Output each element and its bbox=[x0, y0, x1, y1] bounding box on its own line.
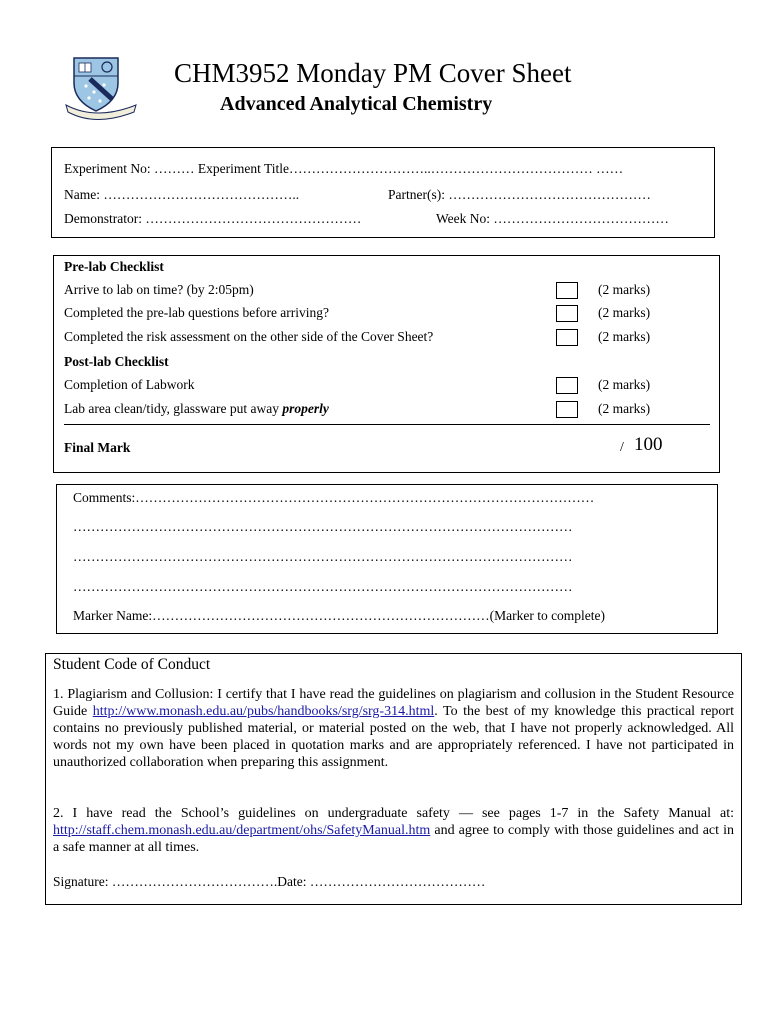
conduct-paragraph-1 bbox=[53, 686, 734, 771]
checklist-marks: (2 marks) bbox=[598, 282, 651, 297]
conduct-p1-text: 1. Plagiarism and Collusion: I certify that I have read the guidelines on plagiarism and collusion in the Student Resource Guide bbox=[53, 687, 734, 719]
checklist-item-label-text: Lab area clean/tidy, glassware put away bbox=[64, 401, 283, 416]
experiment-info-box bbox=[51, 147, 715, 238]
experiment-line[interactable]: Experiment No: ……… Experiment Title…………………………..……………………………… …… bbox=[64, 161, 624, 176]
checklist-checkbox[interactable] bbox=[556, 329, 578, 346]
srg-link[interactable]: http://www.monash.edu.au/pubs/handbooks/srg/srg-314.html bbox=[92, 704, 435, 719]
conduct-p2-text-after: and agree to comply with those guidelines and act in a safe manner at all times. bbox=[53, 823, 734, 855]
signature-line[interactable]: Signature: ……………………………….Date: ………………………………… bbox=[53, 874, 486, 889]
page-subtitle: Advanced Analytical Chemistry bbox=[220, 93, 493, 115]
checklist-item-label: Completion of Labwork bbox=[64, 377, 195, 392]
safety-manual-link[interactable]: http://staff.chem.monash.edu.au/department/ohs/SafetyManual.htm bbox=[53, 823, 431, 838]
checklist-item-label: Arrive to lab on time? (by 2:05pm) bbox=[64, 282, 254, 297]
checklist-checkbox[interactable] bbox=[556, 377, 578, 394]
checklist-marks: (2 marks) bbox=[598, 401, 651, 416]
checklist-item-label bbox=[64, 401, 329, 417]
conduct-p1-text-after: . To the best of my knowledge this practical report contains no previously published material, or material posted on the web, that I have not properly acknowledged. All words not my own have been placed in quotation marks and are appropriately referenced. I have not participated in unauthorized collaboration when preparing this assignment. bbox=[53, 704, 734, 770]
checklist-marks: (2 marks) bbox=[598, 377, 651, 392]
checklist-item-label: Completed the pre-lab questions before arriving? bbox=[64, 305, 330, 320]
final-mark-total: 100 bbox=[634, 434, 663, 455]
page-title: CHM3952 Monday PM Cover Sheet bbox=[174, 58, 572, 88]
demonstrator-field[interactable]: Demonstrator: ………………………………………… bbox=[64, 211, 362, 226]
checklist-checkbox[interactable] bbox=[556, 305, 578, 322]
checklist-checkbox[interactable] bbox=[556, 282, 578, 299]
name-field[interactable]: Name: …………………………………….. bbox=[64, 187, 300, 202]
final-mark-label: Final Mark bbox=[64, 440, 131, 455]
postlab-heading: Post-lab Checklist bbox=[64, 354, 169, 369]
conduct-p2-text: 2. I have read the School’s guidelines on undergraduate safety — see pages 1-7 in the Safety Manual at: bbox=[53, 806, 734, 821]
comments-line[interactable]: Comments:………………………………………………………………………………………… bbox=[73, 490, 595, 505]
checklist-marks: (2 marks) bbox=[598, 329, 651, 344]
university-crest-logo bbox=[64, 55, 138, 120]
comments-dots-line[interactable]: ………………………………………………………………………………………………… bbox=[73, 549, 573, 564]
checklist-marks: (2 marks) bbox=[598, 305, 651, 320]
checklist-checkbox[interactable] bbox=[556, 401, 578, 418]
conduct-paragraph-2 bbox=[53, 805, 734, 856]
checklist-box bbox=[53, 255, 720, 473]
prelab-heading: Pre-lab Checklist bbox=[64, 259, 164, 274]
comments-dots-line[interactable]: ………………………………………………………………………………………………… bbox=[73, 579, 573, 594]
conduct-heading: Student Code of Conduct bbox=[53, 656, 211, 673]
checklist-item-label: Completed the risk assessment on the other side of the Cover Sheet? bbox=[64, 329, 434, 344]
partner-field[interactable]: Partner(s): ……………………………………… bbox=[388, 187, 651, 202]
week-field[interactable]: Week No: ………………………………… bbox=[436, 211, 669, 226]
emphasis-text: properly bbox=[282, 401, 329, 416]
comments-box bbox=[56, 484, 718, 634]
final-mark-slash: / bbox=[620, 440, 624, 455]
divider bbox=[64, 424, 710, 425]
comments-dots-line[interactable]: ………………………………………………………………………………………………… bbox=[73, 519, 573, 534]
code-of-conduct-box bbox=[45, 653, 742, 905]
marker-name-line[interactable]: Marker Name:…………………………………………………………………(Marker to complete) bbox=[73, 608, 606, 623]
